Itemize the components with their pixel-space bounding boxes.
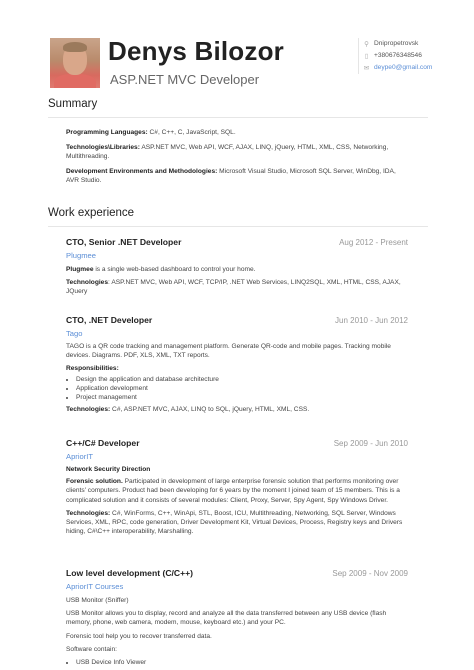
summary-divider xyxy=(48,117,428,118)
job-headline: ASP.NET MVC Developer xyxy=(110,72,260,87)
job-description: USB Monitor (Sniffer) USB Monitor allows you to display, record and analyze all the data transferred between any USB device (flash memory, phone, web camera, modem, mouse, keyboard etc.) and your PC. Forensic tool help you to recover transferred data. Software contain: • USB Device Info Viewer xyxy=(66,596,408,670)
job-date: Sep 2009 - Jun 2010 xyxy=(333,439,408,448)
job-title: Low level development (C/C++) xyxy=(66,568,194,578)
list-item: • Design the application and database architecture xyxy=(76,375,408,384)
envelope-icon: ✉ xyxy=(363,64,370,72)
summary-languages: Programming Languages: C#, C++, C, JavaScript, SQL. xyxy=(66,129,236,136)
job-company: ApriorIT xyxy=(66,452,94,461)
experience-divider xyxy=(48,226,428,227)
summary-technologies: Technologies\Libraries: ASP.NET MVC, Web API, WCF, AJAX, LINQ, jQuery, HTML, XML, CSS, Networking, Multithreading. xyxy=(66,144,389,161)
job-description: TAGO is a QR code tracking and management platform. Generate QR-code and mobile pages. Tracking mobile devices. Diagrams. PDF, XLS, XML, TXT reports. Responsibilities: • Design the application and database architecture • Application development • Project management Technologies: C#, ASP.NET MVC, AJAX, LINQ to SQL, jQuery, HTML, XML, CSS. xyxy=(66,342,408,418)
contact-email[interactable] xyxy=(363,62,473,73)
job-description: Plugmee is a single web-based dashboard to control your home. Technologies: ASP.NET MVC, Web API, WCF, TCP/IP, .NET Web Services, LINQ2SQL, XML, HTML, CSS, AJAX, JQuery xyxy=(66,266,401,296)
contact-block xyxy=(358,38,473,74)
profile-photo xyxy=(50,38,100,88)
email-link[interactable]: deype0@gmail.com xyxy=(374,64,433,71)
contact-phone: ▯ +380676348546 xyxy=(364,52,422,60)
job-date: Sep 2009 - Nov 2009 xyxy=(332,569,408,578)
responsibility-list xyxy=(66,375,408,403)
job-title: C++/C# Developer xyxy=(66,438,140,448)
summary-heading: Summary xyxy=(48,98,98,110)
list-item: • Project management xyxy=(76,393,408,402)
job-company: Tago xyxy=(66,329,83,338)
job-date: Jun 2010 - Jun 2012 xyxy=(335,316,408,325)
experience-heading: Work experience xyxy=(48,207,135,219)
person-name: Denys Bilozor xyxy=(108,36,284,66)
list-item: • Application development xyxy=(76,384,408,393)
job-date: Aug 2012 - Present xyxy=(339,238,408,247)
phone-icon: ▯ xyxy=(364,52,369,60)
summary-environments: Development Environments and Methodologies: Microsoft Visual Studio, Microsoft SQL Server, WinDbg, IDA, AVR Studio. xyxy=(66,168,396,185)
software-list xyxy=(66,658,408,667)
job-description: Network Security Direction Forensic solution. Participated in development of large enterprise forensic solution that performs monitoring over clients' computers. Product had been developing for 6 years by the moment I joined team of 15 members. This is a complicated solution and it consists of several modules: Client, Proxy, Server, Spy Agent, Spy Windows Driver. Technologies: C#, WinForms, C++, WinApi, STL, Boost, ICU, Multithreading, Networking, SQL Server, Windows Services, XML, RPC, code generation, Driver Development Kit, Virtual Devices, Process, Registry keys and Drivers hiding, C#\C++ interoperability, Marshalling. xyxy=(66,466,403,536)
job-title: CTO, .NET Developer xyxy=(66,315,153,325)
job-company: ApriorIT Courses xyxy=(66,582,124,591)
location-pin-icon: ⚲ xyxy=(364,40,369,48)
job-company: Plugmee xyxy=(66,251,96,260)
list-item: • USB Device Info Viewer xyxy=(76,658,408,667)
job-title: CTO, Senior .NET Developer xyxy=(66,237,182,247)
contact-location: ⚲ Dnipropetrovsk xyxy=(364,40,419,48)
